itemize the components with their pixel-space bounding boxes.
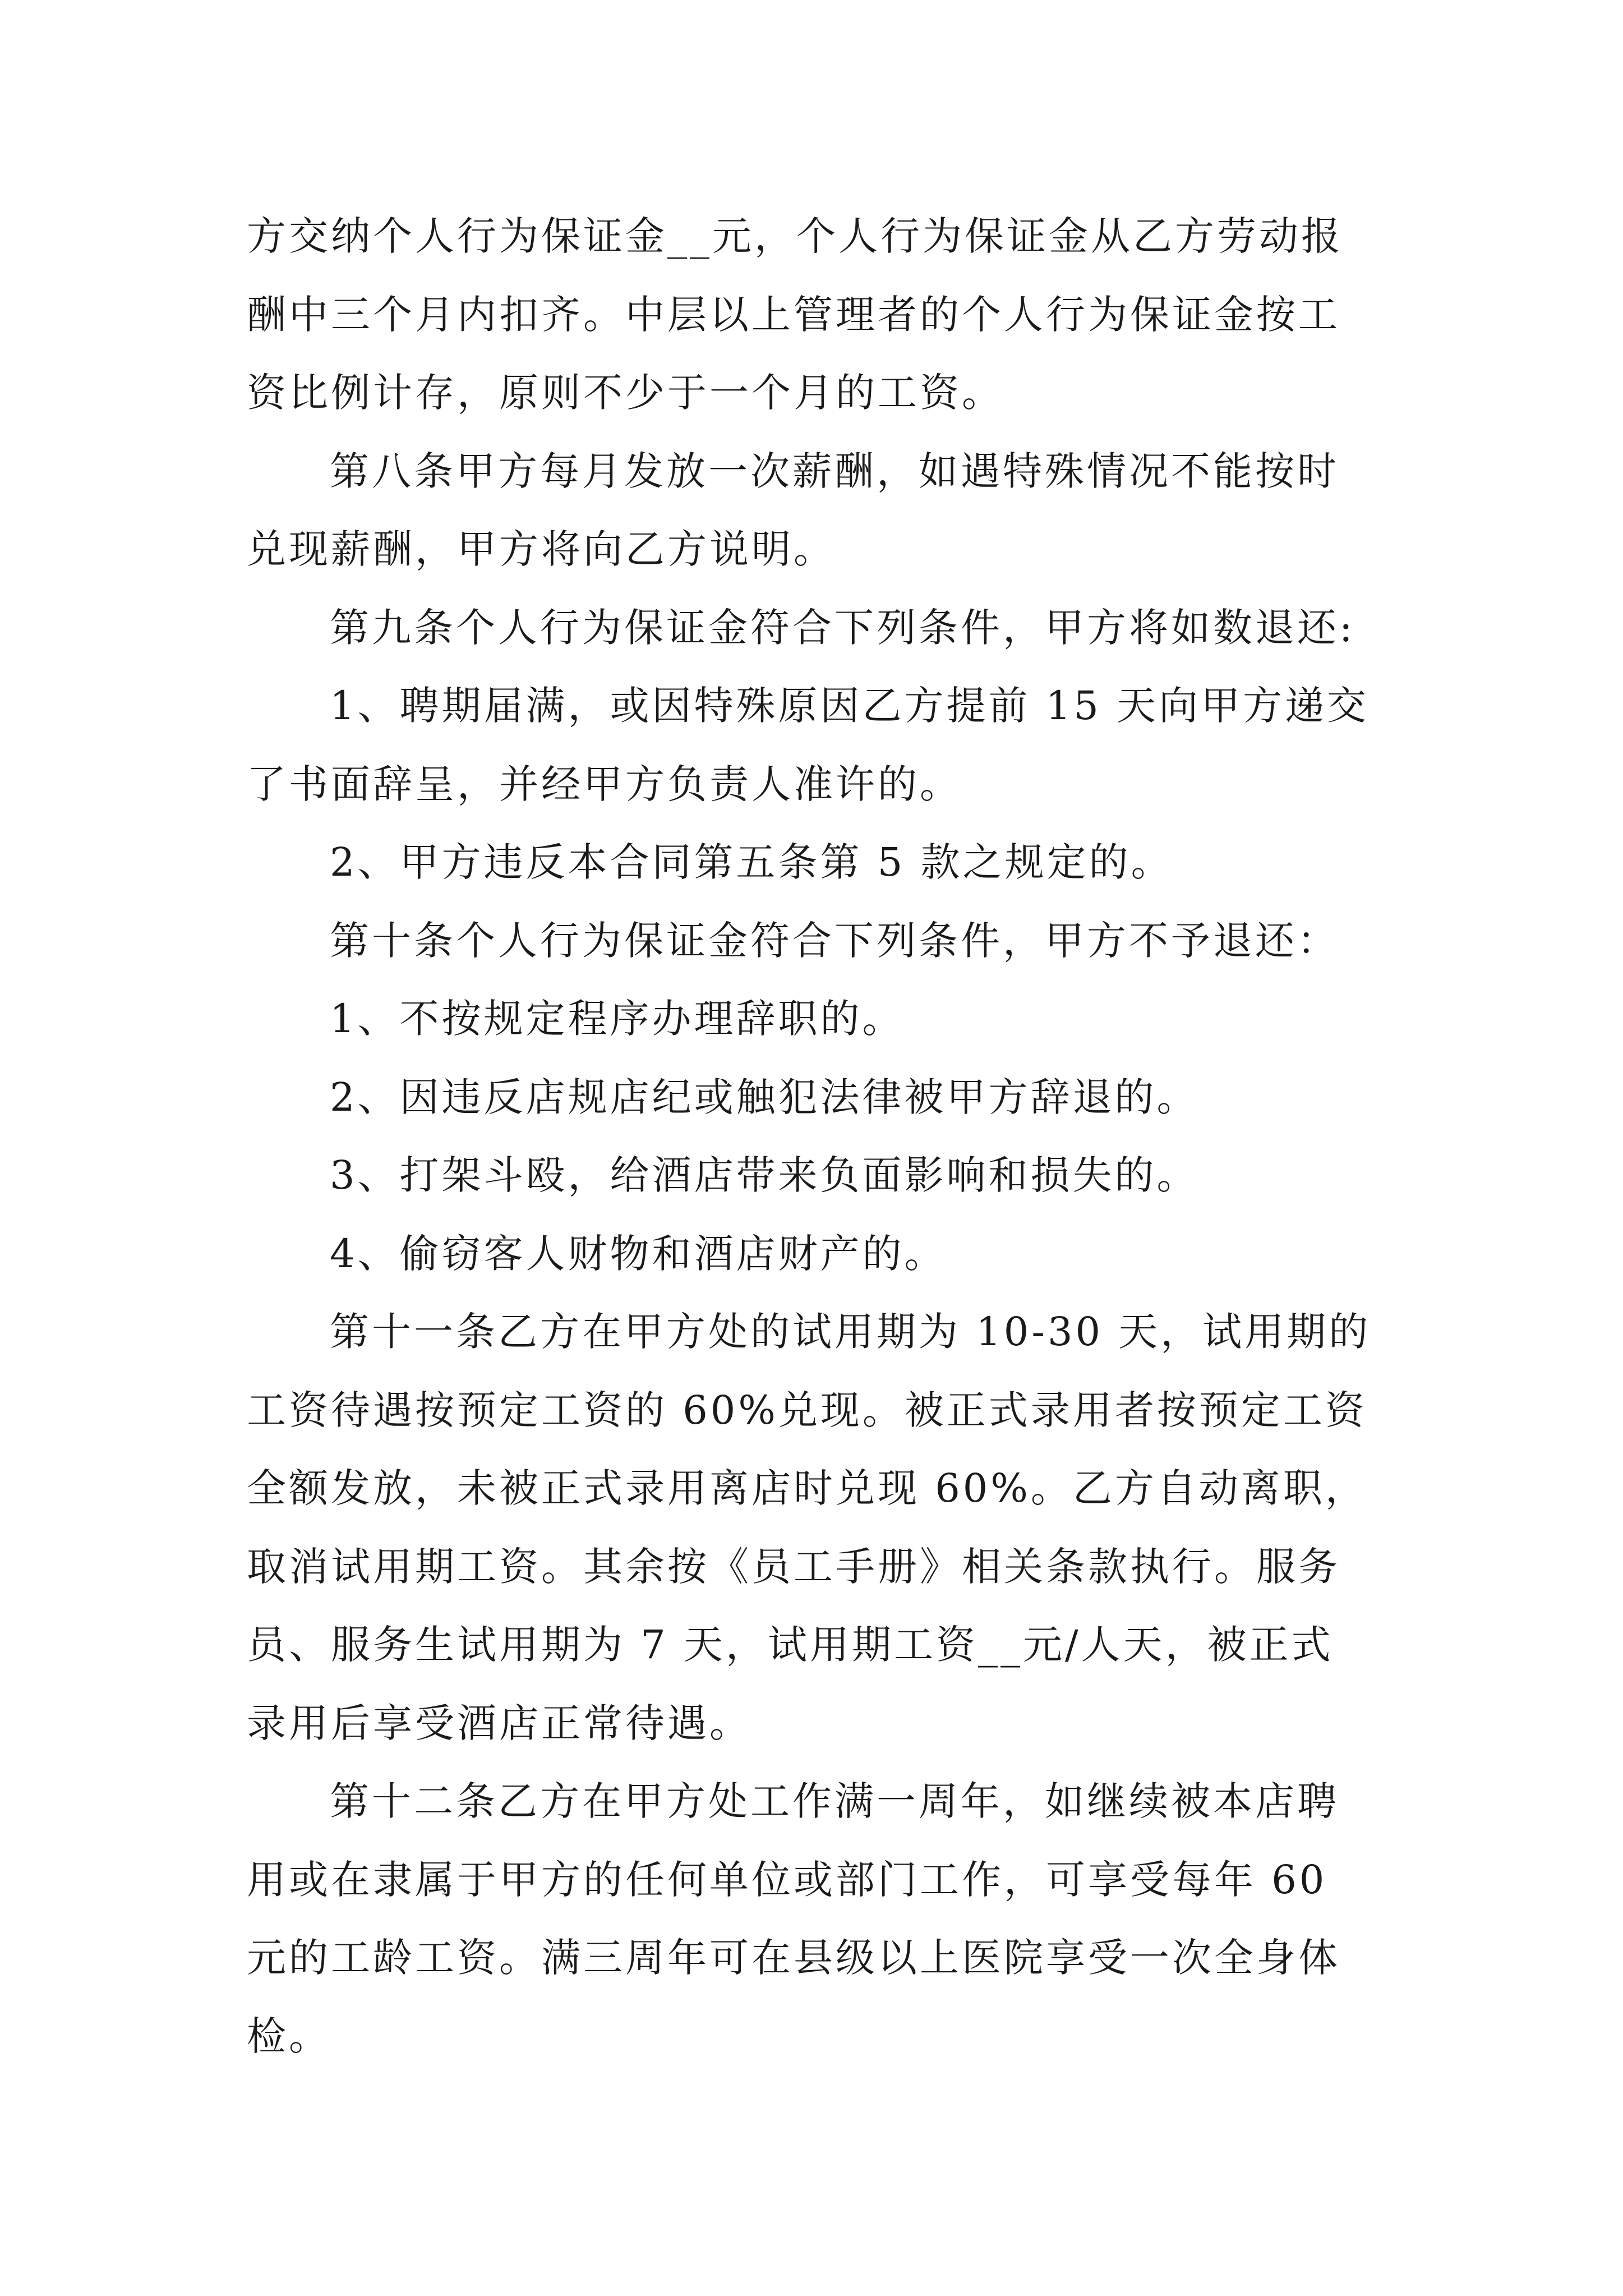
- text-line: 兑现薪酬，甲方将向乙方说明。: [247, 526, 836, 572]
- text-line: 2、因违反店规店纪或触犯法律被甲方辞退的。: [330, 1074, 1199, 1120]
- text-line: 1、聘期届满，或因特殊原因乙方提前 15 天向甲方递交: [330, 683, 1370, 729]
- document-body: [247, 197, 1388, 2076]
- text-line: 工资待遇按预定工资的 60%兑现。被正式录用者按预定工资: [247, 1387, 1367, 1433]
- text-line: 用或在隶属于甲方的任何单位或部门工作，可享受每年 60: [247, 1856, 1327, 1903]
- text-line: 员、服务生试用期为 7 天，试用期工资__元/人天，被正式: [247, 1622, 1334, 1668]
- text-line: 1、不按规定程序办理辞职的。: [330, 996, 905, 1042]
- text-line: 取消试用期工资。其余按《员工手册》相关条款执行。服务: [247, 1543, 1340, 1590]
- text-line: 元的工龄工资。满三周年可在县级以上医院享受一次全身体: [247, 1935, 1340, 1981]
- text-line: 资比例计存，原则不少于一个月的工资。: [247, 370, 1004, 416]
- text-line: 录用后享受酒店正常待遇。: [247, 1700, 751, 1746]
- text-line: 4、偷窃客人财物和酒店财产的。: [330, 1230, 947, 1277]
- text-line: 检。: [247, 2013, 331, 2059]
- text-line: 第十一条乙方在甲方处的试用期为 10-30 天，试用期的: [330, 1309, 1371, 1355]
- text-line: 第十条个人行为保证金符合下列条件，甲方不予退还：: [330, 917, 1339, 964]
- text-line: 3、打架斗殴，给酒店带来负面影响和损失的。: [330, 1152, 1199, 1198]
- text-line: 了书面辞呈，并经甲方负责人准许的。: [247, 761, 962, 807]
- text-line: 第八条甲方每月发放一次薪酬，如遇特殊情况不能按时: [330, 448, 1339, 494]
- text-line: 第十二条乙方在甲方处工作满一周年，如继续被本店聘: [330, 1778, 1339, 1824]
- text-line: 第九条个人行为保证金符合下列条件，甲方将如数退还:: [330, 604, 1355, 651]
- text-line: 酬中三个月内扣齐。中层以上管理者的个人行为保证金按工: [247, 291, 1340, 338]
- text-line: 全额发放，未被正式录用离店时兑现 60%。乙方自动离职，: [247, 1465, 1367, 1511]
- text-line: 方交纳个人行为保证金__元，个人行为保证金从乙方劳动报: [247, 213, 1343, 259]
- text-line: 2、甲方违反本合同第五条第 5 款之规定的。: [330, 839, 1173, 885]
